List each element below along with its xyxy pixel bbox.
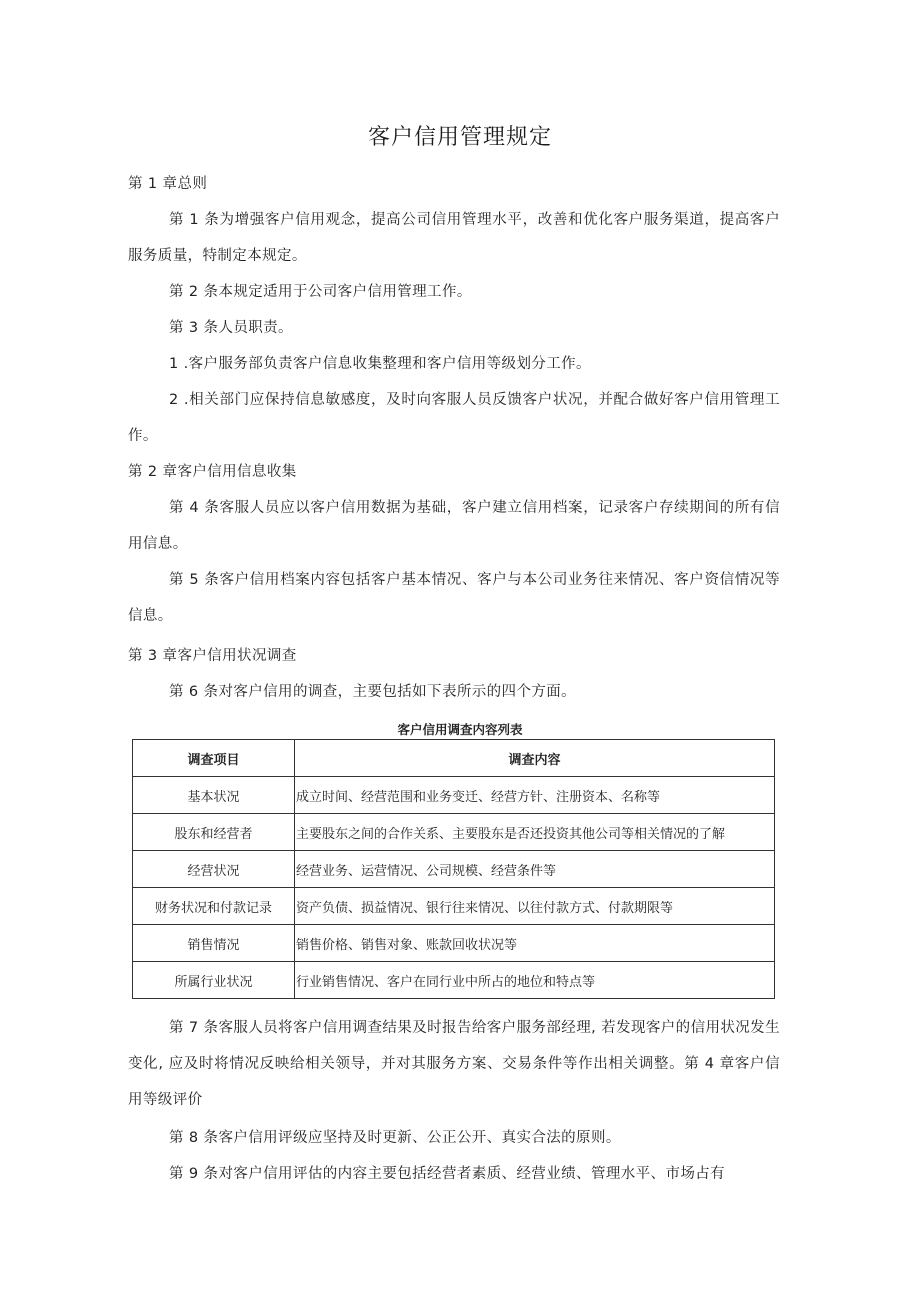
table-row (133, 814, 775, 851)
article-paragraph: 第 6 条对客户信用的调查，主要包括如下表所示的四个方面。 (169, 684, 577, 700)
table-row (133, 962, 775, 999)
article-paragraph: 第 5 条客户信用档案内容包括客户基本情况、客户与本公司业务往来情况、客户资信情况等信息。 (128, 572, 780, 624)
article-paragraph: 第 8 条客户信用评级应坚持及时更新、公正公开、真实合法的原则。 (169, 1130, 621, 1146)
chapter-heading: 第 1 章总则 (128, 176, 208, 192)
table-cell-content: 销售价格、销售对象、账款回收状况等 (295, 925, 775, 962)
chapter-heading: 第 2 章客户信用信息收集 (128, 464, 297, 480)
table-cell-content: 资产负债、损益情况、银行往来情况、以往付款方式、付款期限等 (295, 888, 775, 925)
document-title: 客户信用管理规定 (367, 125, 552, 150)
table-cell-item: 所属行业状况 (133, 962, 295, 999)
list-item: 2 .相关部门应保持信息敏感度，及时向客服人员反馈客户状况，并配合做好客户信用管理工作。 (128, 392, 780, 444)
list-item: 1 .客户服务部负责客户信息收集整理和客户信用等级划分工作。 (169, 356, 591, 372)
table-cell-content: 经营业务、运营情况、公司规模、经营条件等 (295, 851, 775, 888)
table-cell-content: 行业销售情况、客户在同行业中所占的地位和特点等 (295, 962, 775, 999)
article-paragraph: 第 7 条客服人员将客户信用调查结果及时报告给客户服务部经理, 若发现客户的信用状况发生变化, 应及时将情况反映给相关领导，并对其服务方案、交易条件等作出相关调整。第 4 章客户信用等级评价 (128, 1020, 780, 1108)
table-cell-content: 成立时间、经营范围和业务变迁、经营方针、注册资本、名称等 (295, 777, 775, 814)
table-cell-item: 销售情况 (133, 925, 295, 962)
column-header: 调查项目 (133, 740, 295, 777)
article-paragraph: 第 9 条对客户信用评估的内容主要包括经营者素质、经营业绩、管理水平、市场占有 (169, 1166, 726, 1182)
article-paragraph: 第 4 条客服人员应以客户信用数据为基础，客户建立信用档案，记录客户存续期间的所有信用信息。 (128, 500, 780, 552)
chapter-heading: 第 3 章客户信用状况调查 (128, 648, 297, 664)
table-caption: 客户信用调查内容列表 (397, 722, 523, 737)
table-cell-item: 财务状况和付款记录 (133, 888, 295, 925)
table-row (133, 777, 775, 814)
column-header: 调查内容 (295, 740, 775, 777)
article-paragraph: 第 2 条本规定适用于公司客户信用管理工作。 (169, 284, 472, 300)
table-row (133, 888, 775, 925)
table-row (133, 925, 775, 962)
table-cell-item: 股东和经营者 (133, 814, 295, 851)
table-cell-content: 主要股东之间的合作关系、主要股东是否还投资其他公司等相关情况的了解 (295, 814, 775, 851)
article-paragraph: 第 1 条为增强客户信用观念，提高公司信用管理水平，改善和优化客户服务渠道，提高客户服务质量，特制定本规定。 (128, 212, 780, 264)
table-cell-item: 经营状况 (133, 851, 295, 888)
article-paragraph: 第 3 条人员职责。 (169, 320, 293, 336)
table-cell-item: 基本状况 (133, 777, 295, 814)
credit-survey-table (132, 739, 775, 999)
table-row (133, 851, 775, 888)
table-header-row (133, 740, 775, 777)
